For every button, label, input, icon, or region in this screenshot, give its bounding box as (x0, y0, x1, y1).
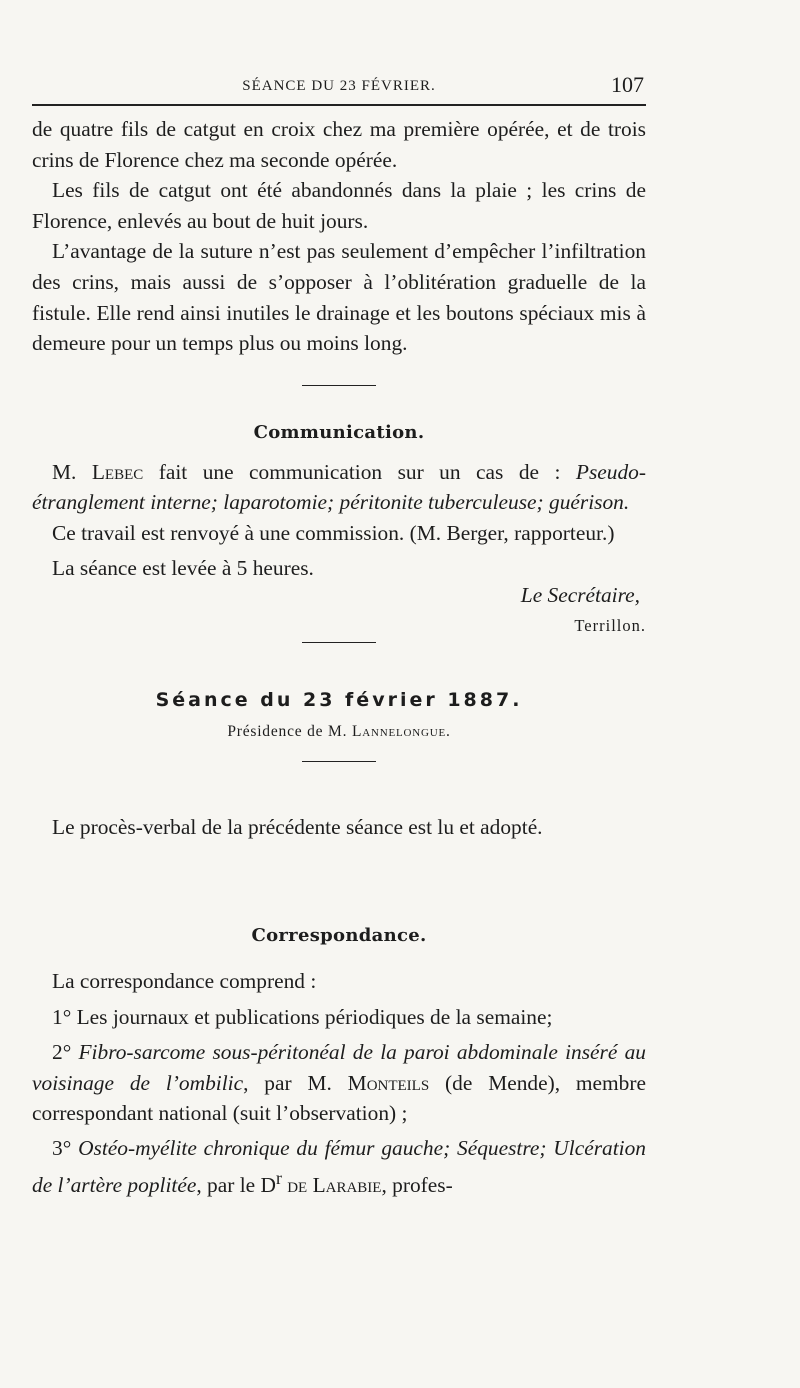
header-rule (32, 104, 646, 106)
paragraph-2: Les fils de catgut ont été abandonnés dans la plaie ; les crins de Florence, enlevés au bout de huit jours. (32, 178, 646, 233)
minutes-paragraph: Le procès-verbal de la précédente séance est lu et adopté. (52, 815, 543, 840)
paragraph-3: L’avantage de la suture n’est pas seulement d’empêcher l’infiltration des crins, mais aussi de s’opposer à l’oblitération graduelle de la fistule. Elle rend ainsi inutiles le drainage et les boutons spéciaux mis à demeure pour un temps plus ou moins long. (32, 239, 646, 356)
correspondance-heading: Correspondance. (251, 924, 427, 946)
seance-title: Séance du 23 février 1887. (155, 689, 523, 712)
section-divider (302, 385, 376, 386)
signature-name: Terrillon. (574, 616, 646, 636)
referral-paragraph: Ce travail est renvoyé à une commission. (M. Berger, rapporteur.) (52, 520, 615, 545)
section-divider (302, 642, 376, 643)
correspondance-item-2 (32, 1037, 646, 1129)
communication-intro: M. (52, 459, 92, 484)
item-3-number: 3° (52, 1135, 79, 1160)
communication-author: Lebec (91, 459, 144, 484)
section-divider (302, 761, 376, 762)
president-name: Lannelongue. (351, 723, 451, 741)
running-head: SÉANCE DU 23 FÉVRIER. (242, 78, 436, 94)
item-3-title: Ostéo-myélite chronique du fémur gauche; Séquestre; Ulcération de l’artère poplitée (32, 1135, 646, 1198)
item-3-rest: , profes- (381, 1173, 453, 1198)
page-number: 107 (611, 72, 644, 97)
correspondance-intro: La correspondance comprend : (52, 968, 317, 993)
communication-title: Pseudo-étranglement interne; laparotomie; péritonite tuberculeuse; guérison. (32, 459, 647, 515)
page-header (32, 72, 646, 104)
correspondance-item-3 (32, 1133, 646, 1201)
item-2-by: , par M. (243, 1070, 348, 1095)
presidency-prefix: Présidence de M. (227, 723, 352, 741)
signature-role: Le Secrétaire, (520, 583, 640, 608)
closing-paragraph: La séance est levée à 5 heures. (52, 555, 314, 580)
item-3-author: de Larabie (281, 1173, 382, 1198)
communication-text: fait une communication sur un cas de : (143, 459, 576, 484)
item-2-number: 2° (52, 1039, 79, 1064)
item-2-author: Monteils (347, 1070, 430, 1095)
item-2-rest: (de Mende), membre correspondant national (suit l’observation) ; (32, 1070, 646, 1126)
paragraph-1: de quatre fils de catgut en croix chez ma première opérée, et de trois crins de Florence chez ma seconde opérée. (32, 117, 646, 172)
presidency-line (32, 723, 646, 741)
communication-paragraph (32, 457, 646, 518)
item-3-by: , par le D (196, 1173, 276, 1198)
item-3-superscript: r (275, 1168, 282, 1189)
communication-heading: Communication. (253, 421, 425, 443)
item-2-title: Fibro-sarcome sous-péritonéal de la paroi abdominale inséré au voisinage de l’ombilic (32, 1039, 646, 1095)
correspondance-item-1: 1° Les journaux et publications périodiques de la semaine; (52, 1005, 553, 1030)
document-page (32, 72, 646, 1201)
